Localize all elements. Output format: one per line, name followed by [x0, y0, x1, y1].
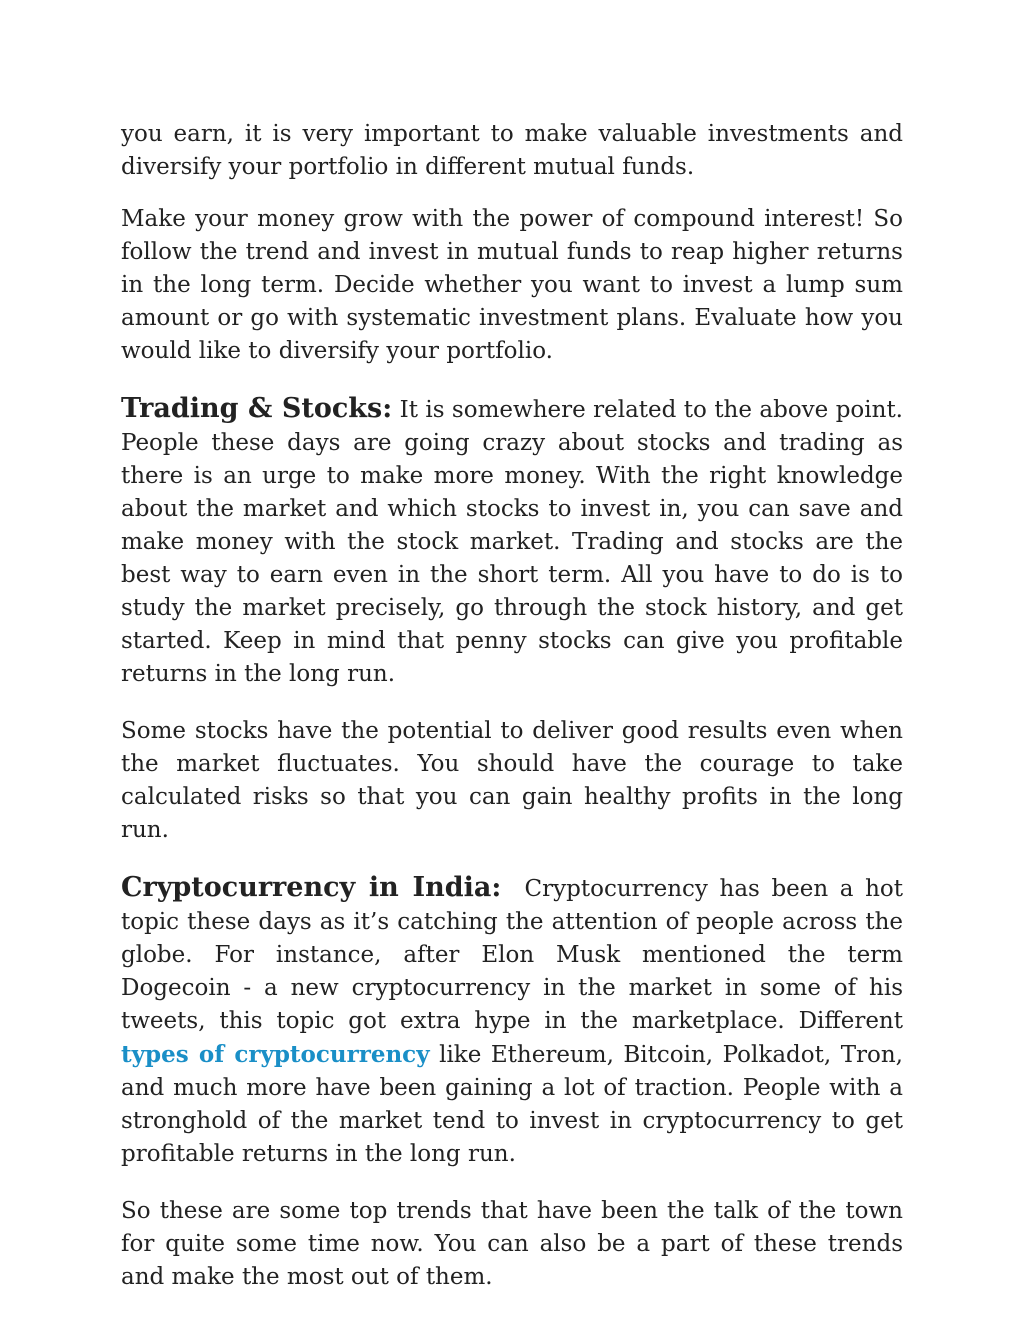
link-types-of-cryptocurrency[interactable]: types of cryptocurrency [121, 1041, 430, 1068]
section-cryptocurrency [121, 871, 903, 1171]
paragraph-stocks-potential: Some stocks have the potential to deliver good results even when the market fluctuates. You should have the courage to take calculated risks so that you can gain healthy profits in the long run. [121, 718, 903, 843]
document-body [121, 118, 903, 1318]
paragraph-conclusion: So these are some top trends that have been the talk of the town for quite some time now. You can also be a part of these trends and make the most out of them. [121, 1198, 903, 1290]
paragraph-trading-stocks: It is somewhere related to the above point. People these days are going crazy about stocks and trading as there is an urge to make more money. With the right knowledge about the market and which stocks to invest in, you can save and make money with the stock market. Trading and stocks are the best way to earn even in the short term. All you have to do is to study the market precisely, go through the stock history, and get started. Keep in mind that penny stocks can give you profitable returns in the long run. [121, 397, 903, 687]
paragraph-compound-interest: Make your money grow with the power of compound interest! So follow the trend and invest in mutual funds to reap higher returns in the long term. Decide whether you want to invest a lump sum amount or go with systematic investment plans. Evaluate how you would like to diversify your portfolio. [121, 206, 903, 364]
section-trading-stocks [121, 392, 903, 691]
paragraph-crypto-after-link: like Ethereum, Bitcoin, Polkadot, Tron, and much more have been gaining a lot of traction. People with a stronghold of the market tend to invest in cryptocurrency to get profitable returns in the long run. [121, 1042, 903, 1167]
paragraph-crypto-before-link: Cryptocurrency has been a hot topic these days as it’s catching the attention of people across the globe. For instance, after Elon Musk mentioned the term Dogecoin - a new cryptocurrency in the market in some of his tweets, this topic got extra hype in the marketplace. Different [121, 876, 904, 1034]
heading-cryptocurrency: Cryptocurrency in India: [121, 872, 502, 903]
paragraph-mutual-funds-intro: you earn, it is very important to make valuable investments and diversify your portfolio in different mutual funds. [121, 121, 903, 180]
heading-trading-stocks: Trading & Stocks: [121, 393, 393, 424]
